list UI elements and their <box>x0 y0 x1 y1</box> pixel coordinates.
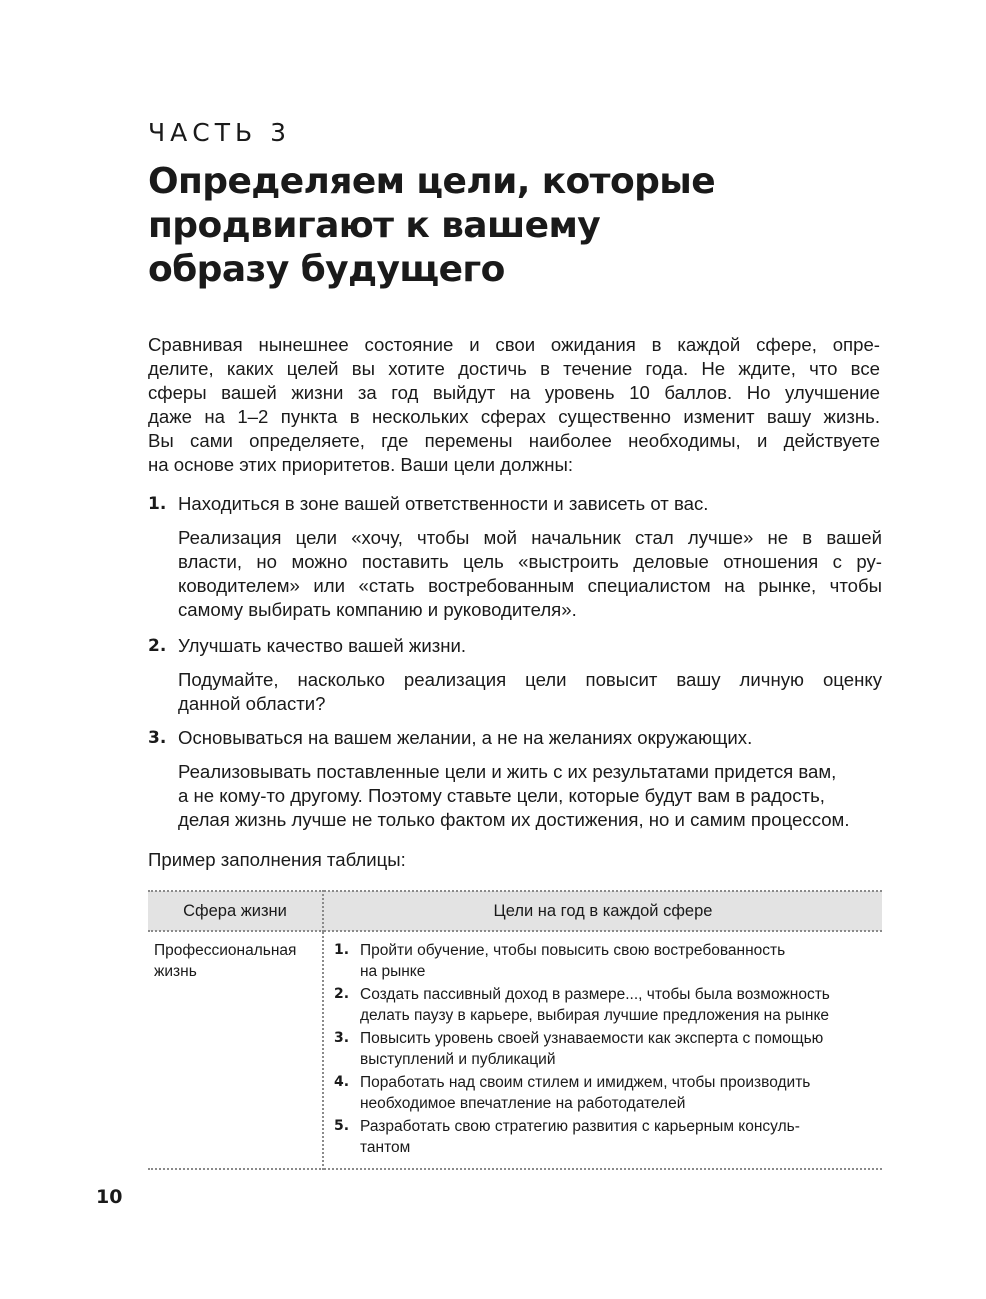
goal-text <box>360 940 874 982</box>
goal-number: 4. <box>334 1074 350 1090</box>
description-line: ководителем» или «стать востребованным специалистом на рынке, чтобы <box>178 575 882 596</box>
table-row <box>148 931 882 1169</box>
goal-line: выступлений и публикаций <box>360 1051 556 1068</box>
requirement-number: 1. <box>148 494 167 514</box>
description-line: Реализация цели «хочу, чтобы мой начальник стал лучше» не в вашей <box>178 527 882 548</box>
goal-line: делать паузу в карьере, выбирая лучшие предложения на рынке <box>360 1007 830 1024</box>
requirement-heading: Находиться в зоне вашей ответственности и зависеть от вас. <box>178 493 709 514</box>
goal-text <box>360 1116 874 1158</box>
description-line: Реализовывать поставленные цели и жить с их результатами придется вам, <box>178 761 837 782</box>
goal-item <box>334 1116 874 1158</box>
description-line: а не кому-то другому. Поэтому ставьте цели, которые будут вам в радость, <box>178 785 825 806</box>
goals-table <box>148 890 882 1170</box>
goal-item <box>334 940 874 982</box>
example-caption: Пример заполнения таблицы: <box>148 849 406 870</box>
title-line: Определяем цели, которые <box>148 161 716 202</box>
goal-number: 1. <box>334 942 350 958</box>
goal-line: на рынке <box>360 963 426 980</box>
goal-line: Создать пассивный доход в размере..., чтобы была возможность <box>360 986 830 1003</box>
requirement-heading: Основываться на вашем желании, а не на желаниях окружающих. <box>178 727 753 748</box>
goal-text <box>360 1028 874 1070</box>
goal-line: Разработать свою стратегию развития с карьерным консуль- <box>360 1118 800 1135</box>
description-line: данной области? <box>178 693 326 714</box>
requirement-description <box>178 668 882 716</box>
goal-number: 2. <box>334 986 350 1002</box>
description-line: Подумайте, насколько реализация цели повысит вашу личную оценку <box>178 669 882 690</box>
goal-text <box>360 1072 874 1114</box>
goal-item <box>334 984 874 1026</box>
intro-line: на основе этих приоритетов. Ваши цели должны: <box>148 454 574 475</box>
goal-line: необходимое впечатление на работодателей <box>360 1095 686 1112</box>
intro-line: делите, каких целей вы хотите достичь в течение года. Не ждите, что все <box>148 358 880 379</box>
table-header-row <box>148 891 882 931</box>
intro-line: даже на 1–2 пункта в нескольких сферах существенно изменит вашу жизнь. <box>148 406 880 427</box>
intro-line: сферы вашей жизни за год выйдут на уровень 10 баллов. Но улучшение <box>148 382 880 403</box>
goal-number: 3. <box>334 1030 350 1046</box>
intro-line: Сравнивая нынешнее состояние и свои ожидания в каждой сфере, опре- <box>148 334 880 355</box>
goal-item <box>334 1072 874 1114</box>
requirement-heading: Улучшать качество вашей жизни. <box>178 635 467 656</box>
title-line: образу будущего <box>148 249 505 290</box>
title-line: продвигают к вашему <box>148 205 601 246</box>
goal-line: Поработать над своим стилем и имиджем, чтобы производить <box>360 1074 811 1091</box>
description-line: делая жизнь лучше не только фактом их достижения, но и самим процессом. <box>178 809 850 830</box>
goal-number: 5. <box>334 1118 350 1134</box>
part-label: ЧАСТЬ 3 <box>148 118 291 147</box>
page-number: 10 <box>96 1186 123 1208</box>
goals-cell <box>323 931 882 1169</box>
description-line: власти, но можно поставить цель «выстроить деловые отношения с ру- <box>178 551 882 572</box>
goal-item <box>334 1028 874 1070</box>
intro-line: Вы сами определяете, где перемены наиболее необходимы, и действуете <box>148 430 880 451</box>
intro-paragraph <box>148 333 880 477</box>
requirement-description <box>178 760 882 832</box>
requirement-number: 2. <box>148 636 167 656</box>
sphere-line: жизнь <box>154 963 197 980</box>
sphere-line: Профессиональная <box>154 942 297 959</box>
requirement-number: 3. <box>148 728 167 748</box>
description-line: самому выбирать компанию и руководителя». <box>178 599 577 620</box>
requirement-description <box>178 526 882 622</box>
header-sphere: Сфера жизни <box>148 891 323 931</box>
sphere-cell <box>148 931 323 1169</box>
chapter-title <box>148 160 848 292</box>
goal-text <box>360 984 874 1026</box>
header-goals: Цели на год в каждой сфере <box>323 891 882 931</box>
goal-line: тантом <box>360 1139 411 1156</box>
goal-line: Пройти обучение, чтобы повысить свою востребованность <box>360 942 786 959</box>
goal-line: Повысить уровень своей узнаваемости как эксперта с помощью <box>360 1030 824 1047</box>
